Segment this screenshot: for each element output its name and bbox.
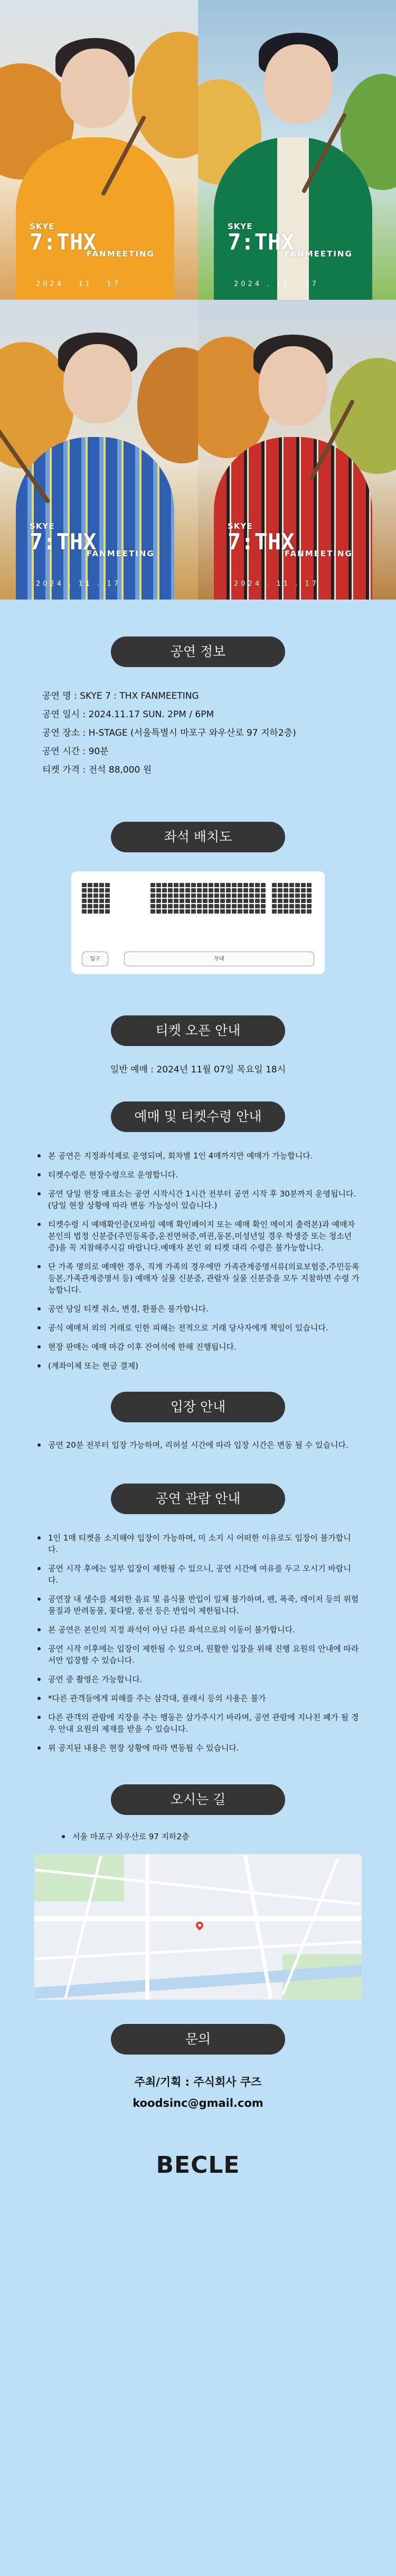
list-item: 본 공연은 지정좌석제로 운영되며, 회차별 1인 4매까지만 예매가 가능합니다. [36,1150,360,1162]
seat [105,899,110,903]
seat [226,899,231,903]
seat-chart-section [0,780,396,974]
reservation-section [0,1075,396,1372]
seat [93,909,98,914]
seat [214,893,219,898]
seat [93,899,98,903]
list-item: 공연 시간 : 90분 [42,746,109,757]
seat [238,893,242,898]
seat [301,909,306,914]
manners-list [36,1532,360,1754]
seat [220,899,225,903]
seat [226,883,231,887]
seat [93,904,98,908]
seat [191,904,196,908]
seat [249,899,254,903]
seat [150,888,155,892]
seat [197,899,202,903]
seat [220,909,225,914]
seat [238,904,242,908]
seat [209,899,213,903]
poster-photo-4 [198,300,396,600]
seat [307,883,312,887]
seat [99,899,104,903]
seat [249,883,254,887]
seat [261,888,266,892]
list-item: 1인 1매 티켓을 소지해야 입장이 가능하며, 미 소지 시 어떠한 이유로도 입장이 불가합니다. [36,1532,360,1555]
seat [88,909,92,914]
manners-title: 공연 관람 안내 [111,1484,285,1514]
seat [209,883,213,887]
list-item: 공식 예매처 외의 거래로 인한 피해는 전적으로 거래 당사자에게 책임이 있습니다. [36,1322,360,1334]
list-item: 공연 장소 : H-STAGE (서울특별시 마포구 와우산로 97 지하2층) [42,728,296,738]
seat [284,893,288,898]
seat [185,893,190,898]
becle-logo: BECLE [156,2151,240,2179]
seat [301,883,306,887]
seat-block [150,883,266,914]
list-item: 현장 판매는 예매 마감 이후 잔여석에 한해 진행됩니다. [36,1341,360,1353]
poster-brand: SKYE 7:THX FANMEETING [228,521,353,558]
seat [156,904,161,908]
seat [289,888,294,892]
poster-date: 2024 . 11 . 17 [36,580,121,588]
seat [156,883,161,887]
seat [307,888,312,892]
seat [226,904,231,908]
seat [105,883,110,887]
seat [168,899,173,903]
seat [197,888,202,892]
directions-section [0,1761,396,2000]
seat [185,899,190,903]
seat [249,888,254,892]
seat [99,909,104,914]
seat [278,904,282,908]
seat [295,909,300,914]
organizer-text: 주최/기획 : 주식회사 쿠즈 [134,2076,262,2088]
seat [162,893,167,898]
seat [278,888,282,892]
list-item: 티켓 가격 : 전석 88,000 원 [42,765,152,775]
seat [289,909,294,914]
seat [261,909,266,914]
seat [261,883,266,887]
seat [82,883,87,887]
seat [209,888,213,892]
seat [243,899,248,903]
contact-title: 문의 [111,2024,285,2055]
seat [214,899,219,903]
seat [180,883,184,887]
seat [232,909,237,914]
address-text: 서울 마포구 와우산로 97 지하2층 [61,1831,335,1842]
list-item: 공연 20분 전부터 입장 가능하며, 리허설 시간에 따라 입장 시간은 변동 될 수 있습니다. [36,1439,360,1451]
seat [214,888,219,892]
location-pin-icon[interactable] [194,1920,205,1931]
seat [255,899,260,903]
list-item: 공연 당일 현장 매표소는 공연 시작시간 1시간 전부터 공연 시작 후 30분까지 운영됩니다. (당일 현장 상황에 따라 변동 가능성이 있습니다.) [36,1188,360,1211]
list-item: 공연 중 촬영은 가능합니다. [36,1674,360,1685]
seat [197,893,202,898]
seat [156,899,161,903]
seat [93,893,98,898]
seat [238,909,242,914]
seat [209,909,213,914]
seat [295,888,300,892]
seat [249,893,254,898]
seat [185,888,190,892]
poster-photo-3 [0,300,198,600]
entry-title: 입장 안내 [111,1392,285,1422]
seat [197,883,202,887]
seat [180,888,184,892]
seat [289,899,294,903]
seat [272,909,277,914]
seat [232,888,237,892]
seat [203,883,208,887]
seat [255,893,260,898]
seat [272,888,277,892]
seat [105,893,110,898]
poster-photo-2 [198,0,396,300]
seat [185,909,190,914]
seat [284,904,288,908]
seat [191,909,196,914]
event-info-list [42,687,354,780]
seat [174,883,178,887]
seat [214,909,219,914]
seat [307,899,312,903]
seat [255,909,260,914]
seat [197,909,202,914]
seat [105,909,110,914]
list-item: 공연 시작 후에는 일부 입장이 제한될 수 있으니, 공연 시간에 여유를 두고 오시기 바랍니다. [36,1563,360,1586]
poster-date: 2024 . 11 . 17 [234,580,319,588]
seat [174,893,178,898]
seat [88,904,92,908]
seat [307,904,312,908]
seat [82,899,87,903]
seat-chart-title: 좌석 배치도 [111,822,285,852]
seat [261,904,266,908]
seat [150,909,155,914]
seat [307,909,312,914]
seat [261,893,266,898]
seat [88,888,92,892]
seat [174,909,178,914]
ticket-open-section [0,974,396,1075]
seat-block [272,883,312,914]
seat [88,883,92,887]
contact-email[interactable]: koodsinc@gmail.com [133,2097,263,2109]
seat [243,904,248,908]
seat [99,904,104,908]
seat [289,893,294,898]
list-item: 티켓수령 시 예매확인증(모바일 예매 확인페이지 또는 예매 확인 메이지 출력본)과 예매자 본인의 법정 신분증(주민등록증,운전면허증,여권,동본,미성년일 경우 학생증 또는 청소년증)을 꼭 지참해주시길 바랍니다.예매자 본인 외 티켓 대리 수령은 불가능합니다. [36,1219,360,1253]
list-item: 다른 관객의 관람에 지장을 주는 행동은 삼가주시기 바라며, 공연 관람에 지나친 폐가 될 경우 안내 요원의 제재를 받을 수 있습니다. [36,1712,360,1735]
list-item: 공연 당일 티켓 취소, 변경, 환불은 불가합니다. [36,1303,360,1315]
seat [232,904,237,908]
seat [278,893,282,898]
entry-section [0,1379,396,1451]
seat [249,909,254,914]
seat [185,883,190,887]
seat [203,893,208,898]
seat [162,888,167,892]
contact-section [0,2000,396,2109]
seat [150,899,155,903]
seat [82,888,87,892]
entrance-label: 입구 [82,952,108,966]
seat [220,904,225,908]
seat [174,904,178,908]
seat [150,893,155,898]
seat [174,899,178,903]
seat [295,904,300,908]
seat [301,893,306,898]
seat [295,893,300,898]
seat [180,904,184,908]
seat [203,904,208,908]
seat [162,904,167,908]
seat [301,899,306,903]
ticket-open-date: 일반 예매 : 2024년 11월 07일 목요일 18시 [110,1064,286,1075]
seat [180,893,184,898]
location-map[interactable] [34,1854,362,2000]
seat [197,904,202,908]
seat [93,883,98,887]
seat [289,883,294,887]
manners-section [0,1458,396,1754]
seat [209,893,213,898]
seat-block [82,883,110,914]
poster-brand: SKYE 7:THX FANMEETING [30,222,155,259]
seat [174,888,178,892]
seat [278,899,282,903]
seat [295,899,300,903]
seat [284,883,288,887]
seat [82,904,87,908]
seat [191,899,196,903]
seat [93,888,98,892]
list-item: (계좌이체 또는 현금 결제) [36,1360,360,1372]
directions-list [61,1831,335,1842]
seat [278,883,282,887]
seat [284,888,288,892]
seat [243,909,248,914]
poster-brand: SKYE 7:THX FANMEETING [30,521,155,558]
seat [238,899,242,903]
reservation-title: 예매 및 티켓수령 안내 [111,1101,285,1132]
poster-date: 2024 . 11 . 17 [234,280,319,288]
seat [203,909,208,914]
seat [255,888,260,892]
list-item: 단 가족 명의로 예매한 경우, 직계 가족의 경우에만 가족관계증명서류(의료보험증,주민등록등본,가족관계증명서 등) 예매자 실물 신분증, 관람자 실물 신분증을 모두 지참하면 수령 가능합니다. [36,1261,360,1296]
seat [272,904,277,908]
seat [226,909,231,914]
seat [284,899,288,903]
seat [156,909,161,914]
seat [162,909,167,914]
seat [232,899,237,903]
list-item: *다른 관객들에게 피해를 주는 삼각대, 플래시 등의 사용은 불가 [36,1693,360,1704]
seat [105,888,110,892]
poster-brand: SKYE 7:THX FANMEETING [228,222,353,259]
seat [156,888,161,892]
seat [168,888,173,892]
seat [232,883,237,887]
list-item: 위 공지된 내용은 현장 상황에 따라 변동될 수 있습니다. [36,1742,360,1754]
seat [214,904,219,908]
list-item: 공연 일시 : 2024.11.17 SUN. 2PM / 6PM [42,709,214,720]
seat [249,904,254,908]
seat [284,909,288,914]
stage-label: 무대 [124,952,314,966]
seat [185,904,190,908]
seat [150,883,155,887]
seat [168,909,173,914]
seat [272,899,277,903]
seat [220,888,225,892]
poster-date: 2024 . 11 . 17 [36,280,121,288]
seat [238,883,242,887]
directions-title: 오시는 길 [111,1784,285,1815]
event-info-section [0,600,396,780]
seat [162,899,167,903]
seat [209,904,213,908]
seat [226,888,231,892]
list-item: 공연장 내 생수를 제외한 음료 및 음식물 반입이 일체 불가하며, 펜, 폭죽, 레이저 등의 위험 물질과 반려동물, 꽃다발, 풍선 등은 반입이 제한됩니다. [36,1593,360,1617]
seat [238,888,242,892]
seat [214,883,219,887]
seat [105,904,110,908]
seat [220,893,225,898]
seat [203,888,208,892]
reservation-list [36,1150,360,1372]
seat [203,899,208,903]
seat [255,883,260,887]
seat [168,904,173,908]
seat [191,893,196,898]
seat [278,909,282,914]
seat [82,893,87,898]
seat [191,883,196,887]
list-item: 티켓수령은 현장수령으로 운영합니다. [36,1169,360,1181]
seat [99,893,104,898]
seat [88,899,92,903]
seat [243,888,248,892]
poster-photo-1 [0,0,198,300]
ticket-open-title: 티켓 오픈 안내 [111,1015,285,1046]
seat [88,893,92,898]
seat [261,899,266,903]
seat [301,904,306,908]
seat [295,883,300,887]
seat [82,909,87,914]
fanmeeting-poster [0,0,396,600]
seat [156,893,161,898]
footer [0,2109,396,2220]
seat [307,893,312,898]
event-info-title: 공연 정보 [111,636,285,667]
seat [168,883,173,887]
seat [243,893,248,898]
seat [301,888,306,892]
seat [99,883,104,887]
seat-map [71,871,325,974]
seat [99,888,104,892]
seat [220,883,225,887]
list-item: 공연 시작 이후에는 입장이 제한될 수 있으며, 원활한 입장을 위해 진행 요원의 안내에 따라서만 입장할 수 있습니다. [36,1643,360,1666]
seat [272,893,277,898]
entry-list [36,1439,360,1451]
seat [226,893,231,898]
list-item: 본 공연은 본인의 지정 좌석이 아닌 다른 좌석으로의 이동이 불가합니다. [36,1624,360,1636]
seat [180,909,184,914]
seat [162,883,167,887]
seat [272,883,277,887]
list-item: 공연 명 : SKYE 7 : THX FANMEETING [42,691,199,701]
seat [255,904,260,908]
seat [180,899,184,903]
seat [232,893,237,898]
seat [168,893,173,898]
seat [150,904,155,908]
seat [191,888,196,892]
seat [289,904,294,908]
seat [243,883,248,887]
